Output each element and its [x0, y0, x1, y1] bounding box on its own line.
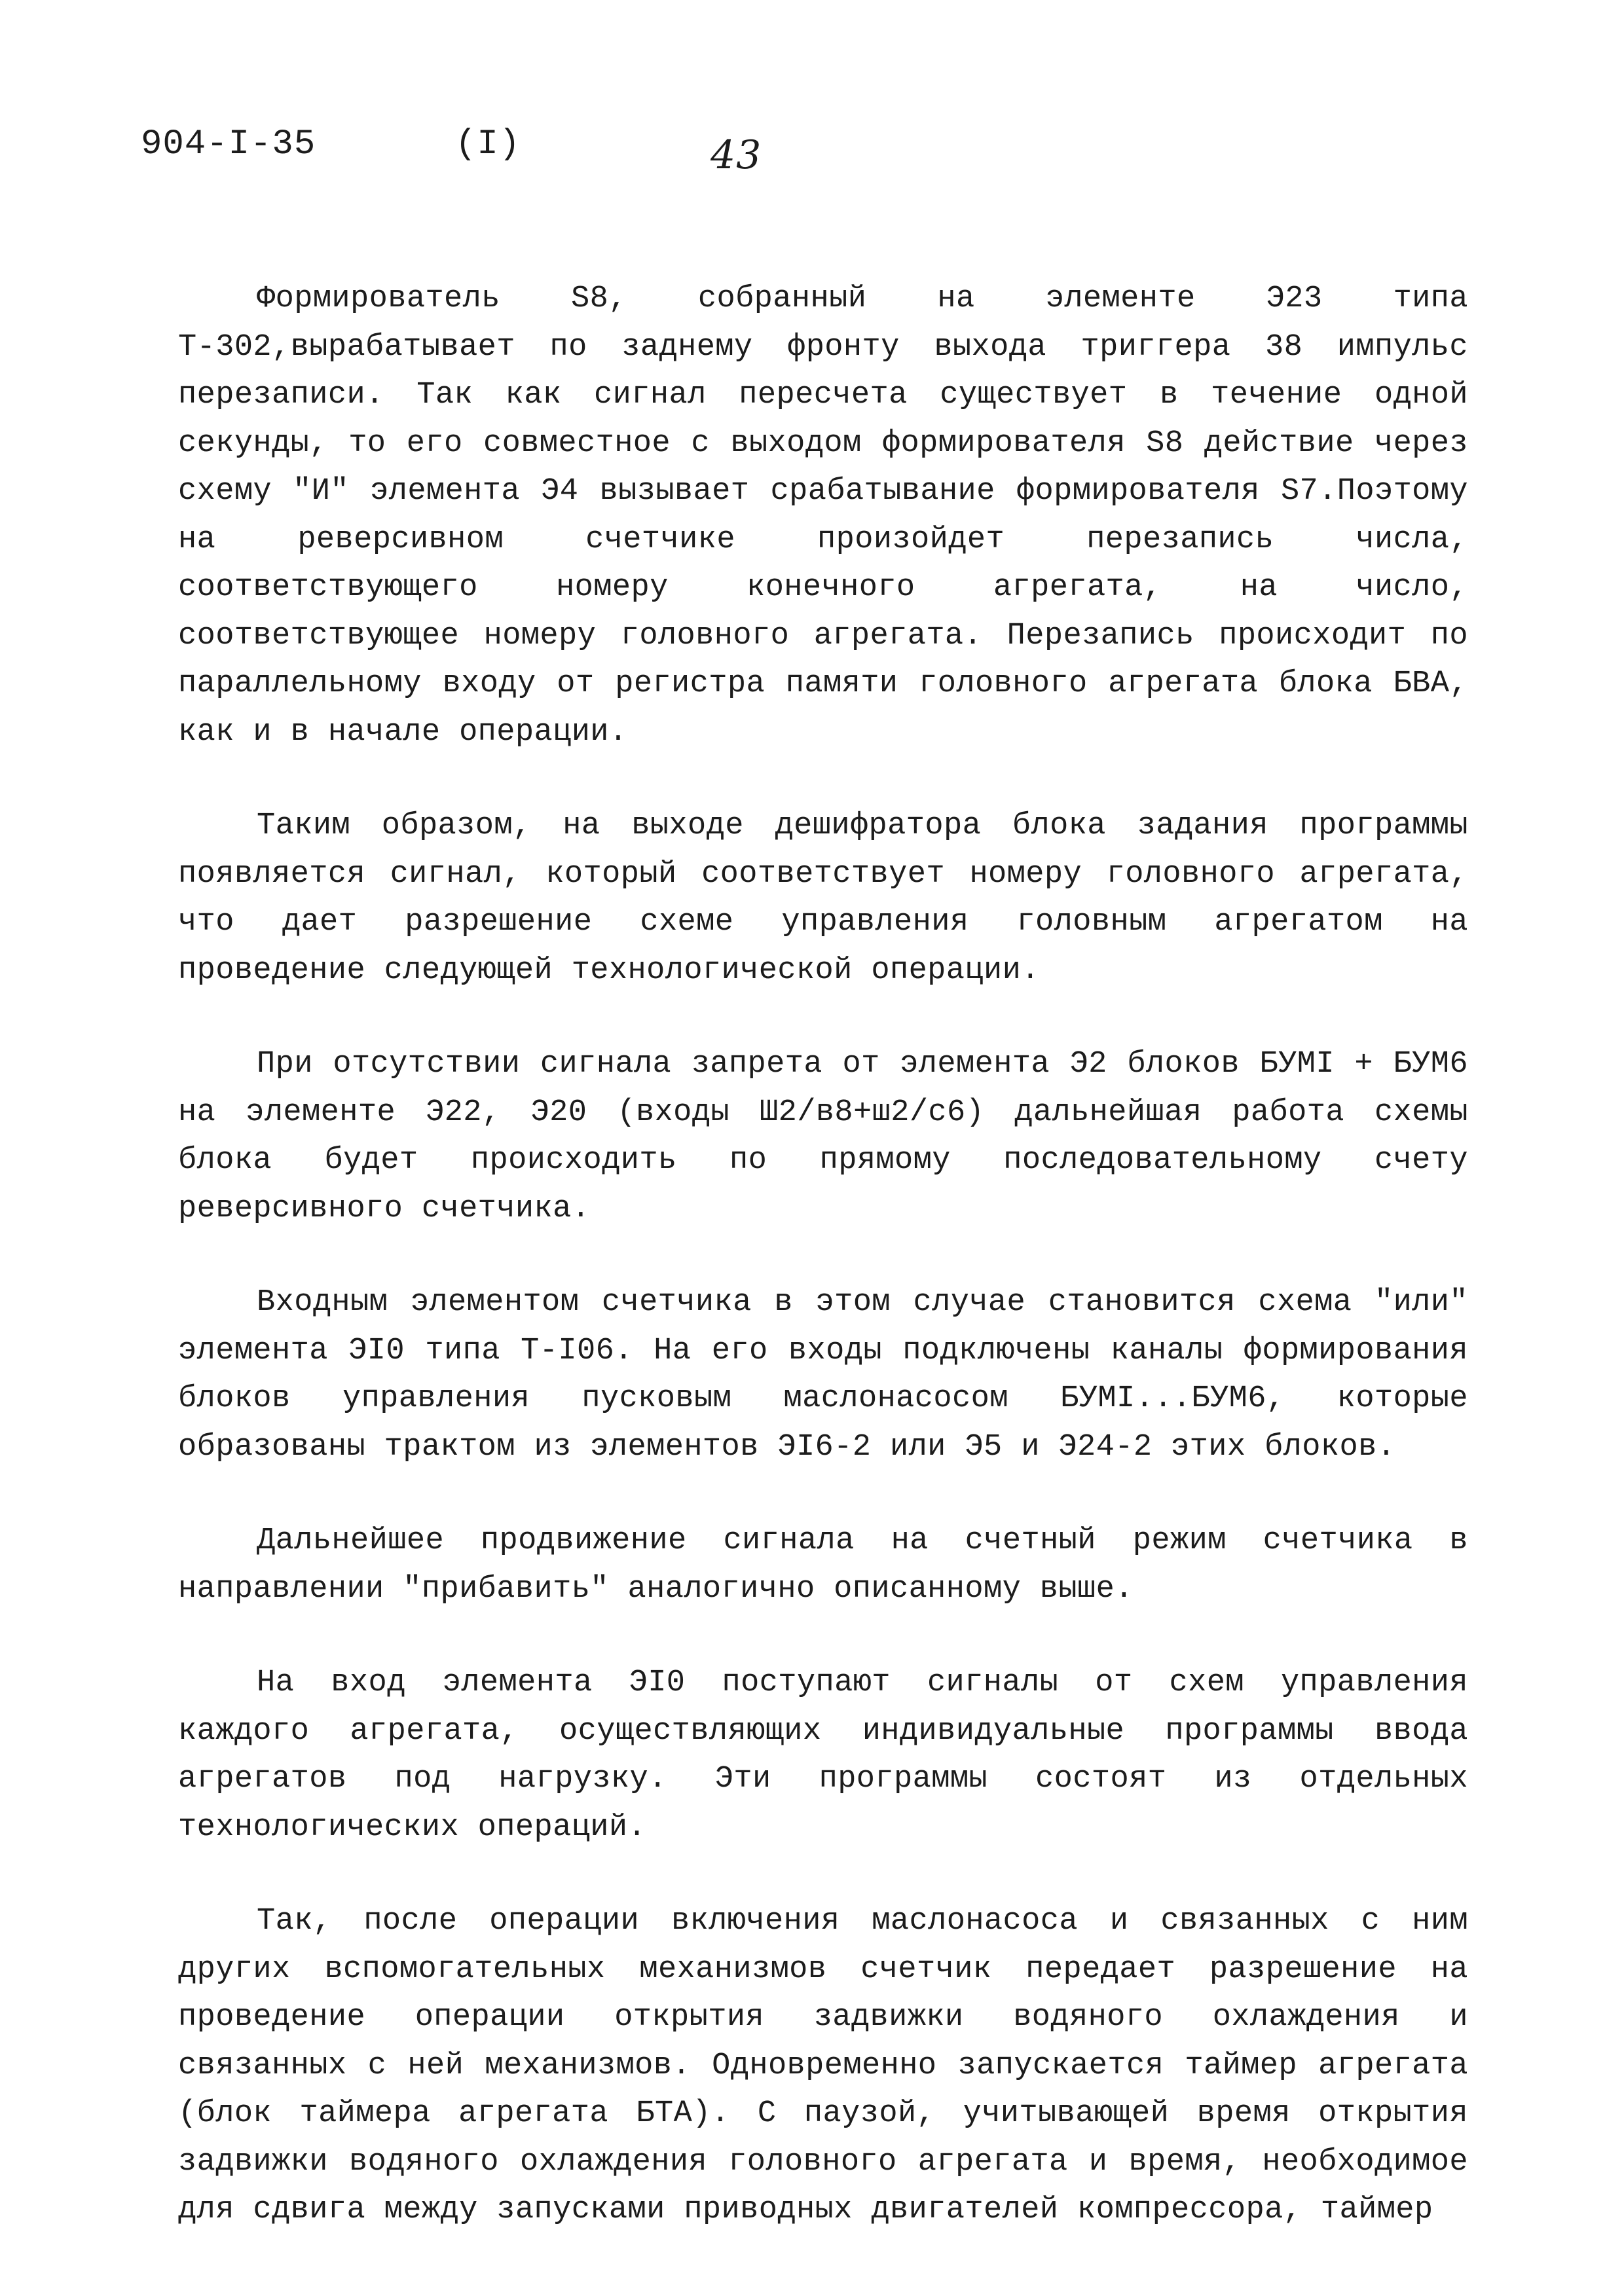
paragraph-6: На вход элемента ЭI0 поступают сигналы от схем управления каждого агрегата, осуществляющих индивидуальные программы ввода агрегатов под нагрузку. Эти программы состоят из отдельных технологических операций.: [178, 1666, 1468, 1845]
paragraph-1: Формирователь S8, собранный на элементе Э23 типа Т-302,вырабатывает по заднему фронту выхода триггера 38 импульс перезаписи. Так как сигнал пересчета существует в течение одной секунды, то его совместное с выходом формирователя S8 действие через схему "И" элемента Э4 вызывает срабатывание формирователя S7.Поэтому на реверсивном счетчике произойдет перезапись числа, соответствующего номеру конечного агрегата, на число, соответствующее номеру головного агрегата. Перезапись происходит по параллельному входу от регистра памяти головного агрегата блока БВА, как и в начале операции.: [178, 282, 1468, 750]
paragraph-2: Таким образом, на выходе дешифратора блока задания программы появляется сигнал, который соответствует номеру головного агрегата, что дает разрешение схеме управления головным агрегатом на проведение следующей технологической операции.: [178, 809, 1468, 988]
page-number: 43: [710, 132, 762, 178]
part-number: (I): [455, 124, 521, 164]
page-header: [141, 124, 927, 183]
paragraph-3: При отсутствии сигнала запрета от элемента Э2 блоков БУМI + БУМ6 на элементе Э22, Э20 (входы Ш2/в8+ш2/с6) дальнейшая работа схемы блока будет происходить по прямому последовательному счету реверсивного счетчика.: [178, 1047, 1468, 1226]
paragraph-5: Дальнейшее продвижение сигнала на счетный режим счетчика в направлении "прибавить" аналогично описанному выше.: [178, 1523, 1468, 1607]
paragraph-4: Входным элементом счетчика в этом случае становится схема "или" элемента ЭI0 типа Т-I06. На его входы подключены каналы формирования блоков управления пусковым маслонасосом БУМI...БУМ6, которые образованы трактом из элементов ЭI6-2 или Э5 и Э24-2 этих блоков.: [178, 1285, 1468, 1465]
paragraph-7: Так, после операции включения маслонасоса и связанных с ним других вспомогательных механизмов счетчик передает разрешение на проведение операции открытия задвижки водяного охлаждения и связанных с ней механизмов. Одновременно запускается таймер агрегата (блок таймера агрегата БТА). С паузой, учитывающей время открытия задвижки водяного охлаждения головного агрегата и время, необходимое для сдвига между запусками приводных двигателей компрессора, таймер: [178, 1904, 1468, 2227]
body-text: [178, 275, 1468, 2234]
document-code: 904-I-35: [141, 124, 316, 164]
